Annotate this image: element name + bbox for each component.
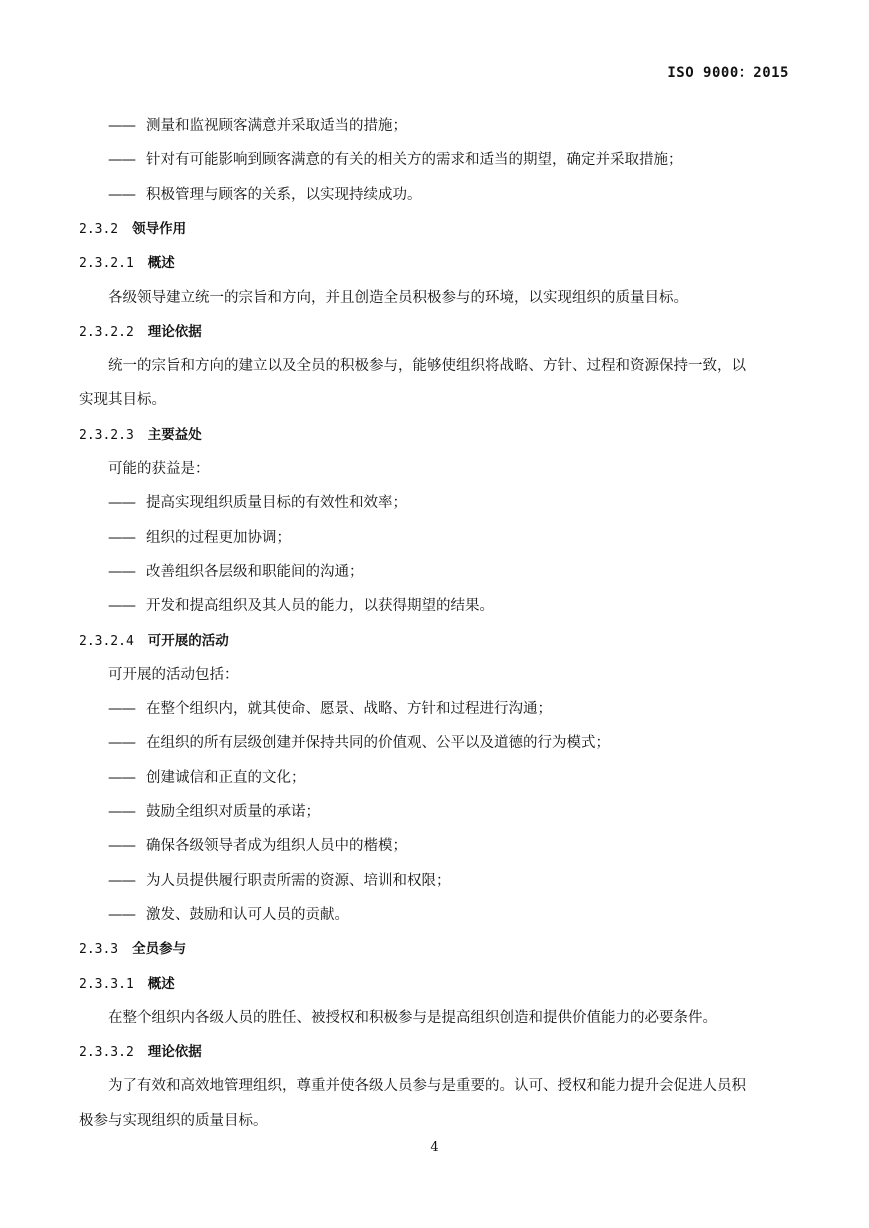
paragraph: 可开展的活动包括： xyxy=(108,666,239,683)
section-heading xyxy=(79,251,175,271)
dash-marker: —— xyxy=(108,906,135,923)
list-item xyxy=(108,594,494,615)
list-item-text: 测量和监视顾客满意并采取适当的措施； xyxy=(146,118,407,134)
dash-marker: —— xyxy=(108,701,135,718)
section-title: 概述 xyxy=(147,975,175,992)
list-item xyxy=(108,731,610,752)
dash-marker: —— xyxy=(108,495,135,512)
list-item-text: 在组织的所有层级创建并保持共同的价值观、公平以及道德的行为模式； xyxy=(146,735,610,752)
list-item-text: 确保各级领导者成为组织人员中的楷模； xyxy=(146,838,407,855)
dash-marker: —— xyxy=(108,598,135,615)
list-item xyxy=(108,491,407,512)
list-item-text: 激发、鼓励和认可人员的贡献。 xyxy=(146,906,349,923)
list-item xyxy=(108,869,451,890)
list-item-text: 改善组织各层级和职能间的沟通； xyxy=(146,563,364,580)
list-item-text: 积极管理与顾客的关系，以实现持续成功。 xyxy=(146,186,422,203)
section-heading xyxy=(79,217,186,237)
section-number: 2.3.3 xyxy=(79,942,119,958)
dash-marker: —— xyxy=(108,838,135,855)
list-item-text: 组织的过程更加协调； xyxy=(146,529,291,546)
section-title: 领导作用 xyxy=(132,220,187,237)
dash-marker: —— xyxy=(108,872,135,889)
list-item-text: 针对有可能影响到顾客满意的有关的相关方的需求和适当的期望，确定并采取措施； xyxy=(146,152,683,169)
section-number: 2.3.2.3 xyxy=(79,427,134,443)
section-number: 2.3.2 xyxy=(79,221,119,237)
list-item xyxy=(108,526,291,547)
paragraph: 可能的获益是： xyxy=(108,461,210,477)
section-number: 2.3.2.2 xyxy=(79,324,134,340)
list-item xyxy=(108,800,320,821)
section-title: 概述 xyxy=(147,255,175,272)
paragraph-continuation: 实现其目标。 xyxy=(79,392,166,409)
section-number: 2.3.2.4 xyxy=(79,633,134,649)
section-heading xyxy=(79,972,175,992)
list-item-text: 提高实现组织质量目标的有效性和效率； xyxy=(146,495,407,512)
section-heading xyxy=(79,320,202,340)
page-number: 4 xyxy=(430,1140,439,1155)
dash-marker: —— xyxy=(108,529,135,546)
dash-marker: —— xyxy=(108,118,135,134)
section-title: 主要益处 xyxy=(147,426,202,443)
section-heading xyxy=(79,1040,202,1060)
dash-marker: —— xyxy=(108,186,135,203)
section-title: 全员参与 xyxy=(132,941,187,958)
section-heading xyxy=(79,629,229,649)
list-item-text: 为人员提供履行职责所需的资源、培训和权限； xyxy=(146,872,451,889)
paragraph: 为了有效和高效地管理组织，尊重并使各级人员参与是重要的。认可、授权和能力提升会促进人员积 xyxy=(108,1078,746,1095)
section-number: 2.3.3.1 xyxy=(79,976,134,992)
section-number: 2.3.3.2 xyxy=(79,1045,134,1061)
dash-marker: —— xyxy=(108,735,135,752)
paragraph: 在整个组织内各级人员的胜任、被授权和积极参与是提高组织创造和提供价值能力的必要条件。 xyxy=(108,1009,717,1026)
section-title: 可开展的活动 xyxy=(147,632,229,649)
list-item-text: 开发和提高组织及其人员的能力，以获得期望的结果。 xyxy=(146,598,494,615)
dash-marker: —— xyxy=(108,804,135,820)
dash-marker: —— xyxy=(108,769,135,786)
list-item xyxy=(108,903,349,924)
section-title: 理论依据 xyxy=(147,323,202,340)
list-item xyxy=(108,148,683,169)
paragraph-continuation: 极参与实现组织的质量目标。 xyxy=(79,1112,268,1129)
section-number: 2.3.2.1 xyxy=(79,256,134,272)
section-heading xyxy=(79,937,186,957)
list-item-text: 创建诚信和正直的文化； xyxy=(146,769,306,786)
list-item-text: 在整个组织内，就其使命、愿景、战略、方针和过程进行沟通； xyxy=(146,701,552,718)
dash-marker: —— xyxy=(108,152,135,169)
paragraph: 统一的宗旨和方向的建立以及全员的积极参与，能够使组织将战略、方针、过程和资源保持一致，以 xyxy=(108,358,746,375)
list-item xyxy=(108,560,364,581)
list-item xyxy=(108,183,422,204)
dash-marker: —— xyxy=(108,563,135,580)
section-heading xyxy=(79,423,202,443)
section-title: 理论依据 xyxy=(147,1044,202,1061)
standard-header: ISO 9000：2015 xyxy=(667,65,789,81)
list-item xyxy=(108,697,552,718)
list-item xyxy=(108,766,306,787)
list-item-text: 鼓励全组织对质量的承诺； xyxy=(146,804,320,820)
list-item xyxy=(108,834,407,855)
paragraph: 各级领导建立统一的宗旨和方向，并且创造全员积极参与的环境，以实现组织的质量目标。 xyxy=(108,289,688,306)
list-item xyxy=(108,114,407,135)
